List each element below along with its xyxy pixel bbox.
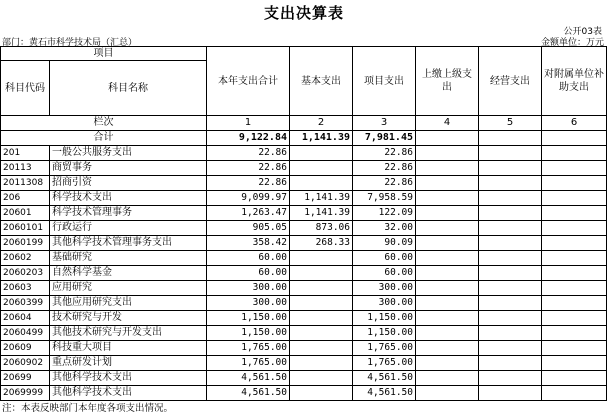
row-business	[479, 311, 542, 326]
row-project: 22.86	[353, 161, 416, 176]
seq-col-1: 1	[207, 116, 290, 131]
header-name: 科目名称	[50, 61, 207, 116]
table-row	[1, 296, 607, 311]
row-subsidy	[542, 311, 607, 326]
row-total: 9,099.97	[207, 191, 290, 206]
form-number: 公开03表	[563, 27, 602, 37]
table-row	[1, 176, 607, 191]
row-basic	[290, 356, 353, 371]
row-subsidy	[542, 206, 607, 221]
row-total: 1,263.47	[207, 206, 290, 221]
row-project: 32.00	[353, 221, 416, 236]
header-total: 本年支出合计	[207, 47, 290, 116]
row-total: 358.42	[207, 236, 290, 251]
row-total: 1,765.00	[207, 341, 290, 356]
row-code: 2011308	[1, 176, 50, 191]
row-business	[479, 356, 542, 371]
row-name: 科技重大项目	[50, 341, 207, 356]
row-upper	[416, 341, 479, 356]
report-title: 支出决算表	[263, 4, 344, 22]
table-row	[1, 266, 607, 281]
row-upper	[416, 251, 479, 266]
row-subsidy	[542, 191, 607, 206]
row-total: 300.00	[207, 296, 290, 311]
table-row	[1, 371, 607, 386]
row-basic	[290, 266, 353, 281]
row-name: 重点研发计划	[50, 356, 207, 371]
row-business	[479, 371, 542, 386]
row-upper	[416, 221, 479, 236]
header-upper: 上缴上级支出	[416, 47, 479, 116]
row-code: 2060902	[1, 356, 50, 371]
total-row	[1, 131, 607, 146]
row-name: 商贸事务	[50, 161, 207, 176]
header-subsidy: 对附属单位补助支出	[542, 47, 607, 116]
table-row	[1, 341, 607, 356]
row-name: 技术研究与开发	[50, 311, 207, 326]
row-total: 1,765.00	[207, 356, 290, 371]
row-total: 4,561.50	[207, 386, 290, 401]
row-name: 应用研究	[50, 281, 207, 296]
table-row	[1, 191, 607, 206]
row-project: 22.86	[353, 146, 416, 161]
row-project: 4,561.50	[353, 371, 416, 386]
table-row	[1, 326, 607, 341]
table-row	[1, 311, 607, 326]
row-name: 基础研究	[50, 251, 207, 266]
row-subsidy	[542, 221, 607, 236]
row-code: 20603	[1, 281, 50, 296]
total-subsidy	[542, 131, 607, 146]
table-row	[1, 281, 607, 296]
row-code: 2069999	[1, 386, 50, 401]
table-row	[1, 221, 607, 236]
row-basic: 1,141.39	[290, 191, 353, 206]
row-project: 22.86	[353, 176, 416, 191]
header-business: 经营支出	[479, 47, 542, 116]
row-subsidy	[542, 326, 607, 341]
row-total: 60.00	[207, 266, 290, 281]
row-project: 1,150.00	[353, 326, 416, 341]
row-code: 2060199	[1, 236, 50, 251]
table-row	[1, 356, 607, 371]
row-business	[479, 341, 542, 356]
row-basic: 268.33	[290, 236, 353, 251]
row-subsidy	[542, 281, 607, 296]
row-code: 2060399	[1, 296, 50, 311]
row-basic	[290, 251, 353, 266]
row-business	[479, 161, 542, 176]
row-subsidy	[542, 386, 607, 401]
row-total: 60.00	[207, 251, 290, 266]
row-total: 4,561.50	[207, 371, 290, 386]
row-name: 科学技术支出	[50, 191, 207, 206]
row-total: 22.86	[207, 176, 290, 191]
row-basic	[290, 311, 353, 326]
row-project: 60.00	[353, 266, 416, 281]
total-label: 合计	[1, 131, 207, 146]
row-business	[479, 176, 542, 191]
row-upper	[416, 311, 479, 326]
total-project: 7,981.45	[353, 131, 416, 146]
row-business	[479, 191, 542, 206]
seq-col-3: 3	[353, 116, 416, 131]
row-subsidy	[542, 266, 607, 281]
row-upper	[416, 191, 479, 206]
row-name: 其他科学技术支出	[50, 371, 207, 386]
row-upper	[416, 326, 479, 341]
row-business	[479, 221, 542, 236]
row-upper	[416, 146, 479, 161]
row-basic	[290, 371, 353, 386]
row-project: 300.00	[353, 281, 416, 296]
row-project: 300.00	[353, 296, 416, 311]
row-subsidy	[542, 341, 607, 356]
row-upper	[416, 296, 479, 311]
row-subsidy	[542, 161, 607, 176]
expenditure-table	[0, 46, 607, 401]
row-upper	[416, 386, 479, 401]
header-project: 项目	[1, 47, 207, 61]
row-basic: 1,141.39	[290, 206, 353, 221]
row-code: 20699	[1, 371, 50, 386]
row-total: 22.86	[207, 146, 290, 161]
row-business	[479, 146, 542, 161]
seq-col-2: 2	[290, 116, 353, 131]
row-code: 2060203	[1, 266, 50, 281]
row-business	[479, 251, 542, 266]
row-project: 1,150.00	[353, 311, 416, 326]
row-name: 招商引资	[50, 176, 207, 191]
row-name: 其他科学技术管理事务支出	[50, 236, 207, 251]
table-row	[1, 251, 607, 266]
row-name: 其他技术研究与开发支出	[50, 326, 207, 341]
row-upper	[416, 266, 479, 281]
row-business	[479, 386, 542, 401]
row-upper	[416, 161, 479, 176]
row-total: 300.00	[207, 281, 290, 296]
row-project: 60.00	[353, 251, 416, 266]
header-basic: 基本支出	[290, 47, 353, 116]
header-project-expense: 项目支出	[353, 47, 416, 116]
row-project: 1,765.00	[353, 356, 416, 371]
row-subsidy	[542, 356, 607, 371]
row-basic	[290, 341, 353, 356]
table-row	[1, 146, 607, 161]
row-subsidy	[542, 176, 607, 191]
table-row	[1, 386, 607, 401]
total-amount: 9,122.84	[207, 131, 290, 146]
row-code: 20602	[1, 251, 50, 266]
row-basic	[290, 326, 353, 341]
row-project: 90.09	[353, 236, 416, 251]
row-basic: 873.06	[290, 221, 353, 236]
row-basic	[290, 296, 353, 311]
row-name: 其他科学技术支出	[50, 386, 207, 401]
sequence-row	[1, 116, 607, 131]
row-business	[479, 206, 542, 221]
seq-col-4: 4	[416, 116, 479, 131]
table-row	[1, 161, 607, 176]
row-name: 行政运行	[50, 221, 207, 236]
row-upper	[416, 371, 479, 386]
row-basic	[290, 176, 353, 191]
row-code: 206	[1, 191, 50, 206]
row-name: 科学技术管理事务	[50, 206, 207, 221]
row-total: 1,150.00	[207, 311, 290, 326]
row-business	[479, 281, 542, 296]
row-business	[479, 236, 542, 251]
row-business	[479, 296, 542, 311]
row-business	[479, 266, 542, 281]
row-subsidy	[542, 146, 607, 161]
total-business	[479, 131, 542, 146]
total-basic: 1,141.39	[290, 131, 353, 146]
department-label: 部门：黄石市科学技术局（汇总）	[2, 38, 138, 48]
sequence-label: 栏次	[1, 116, 207, 131]
table-row	[1, 236, 607, 251]
row-basic	[290, 386, 353, 401]
total-upper	[416, 131, 479, 146]
row-total: 1,150.00	[207, 326, 290, 341]
row-upper	[416, 176, 479, 191]
row-subsidy	[542, 236, 607, 251]
row-code: 20604	[1, 311, 50, 326]
row-upper	[416, 281, 479, 296]
row-total: 905.05	[207, 221, 290, 236]
row-upper	[416, 206, 479, 221]
row-basic	[290, 281, 353, 296]
row-project: 122.09	[353, 206, 416, 221]
row-upper	[416, 356, 479, 371]
row-code: 2060101	[1, 221, 50, 236]
row-code: 20609	[1, 341, 50, 356]
row-project: 4,561.50	[353, 386, 416, 401]
seq-col-5: 5	[479, 116, 542, 131]
table-row	[1, 206, 607, 221]
row-total: 22.86	[207, 161, 290, 176]
row-code: 20113	[1, 161, 50, 176]
row-upper	[416, 236, 479, 251]
row-business	[479, 326, 542, 341]
footnote: 注：本表反映部门本年度各项支出情况。	[2, 403, 174, 414]
row-name: 自然科学基金	[50, 266, 207, 281]
row-code: 2060499	[1, 326, 50, 341]
row-code: 20601	[1, 206, 50, 221]
row-subsidy	[542, 371, 607, 386]
row-code: 201	[1, 146, 50, 161]
row-basic	[290, 146, 353, 161]
row-name: 一般公共服务支出	[50, 146, 207, 161]
row-subsidy	[542, 296, 607, 311]
header-code: 科目代码	[1, 61, 50, 116]
row-basic	[290, 161, 353, 176]
unit-label: 金额单位：万元	[540, 38, 604, 48]
row-project: 7,958.59	[353, 191, 416, 206]
row-name: 其他应用研究支出	[50, 296, 207, 311]
row-subsidy	[542, 251, 607, 266]
row-project: 1,765.00	[353, 341, 416, 356]
seq-col-6: 6	[542, 116, 607, 131]
